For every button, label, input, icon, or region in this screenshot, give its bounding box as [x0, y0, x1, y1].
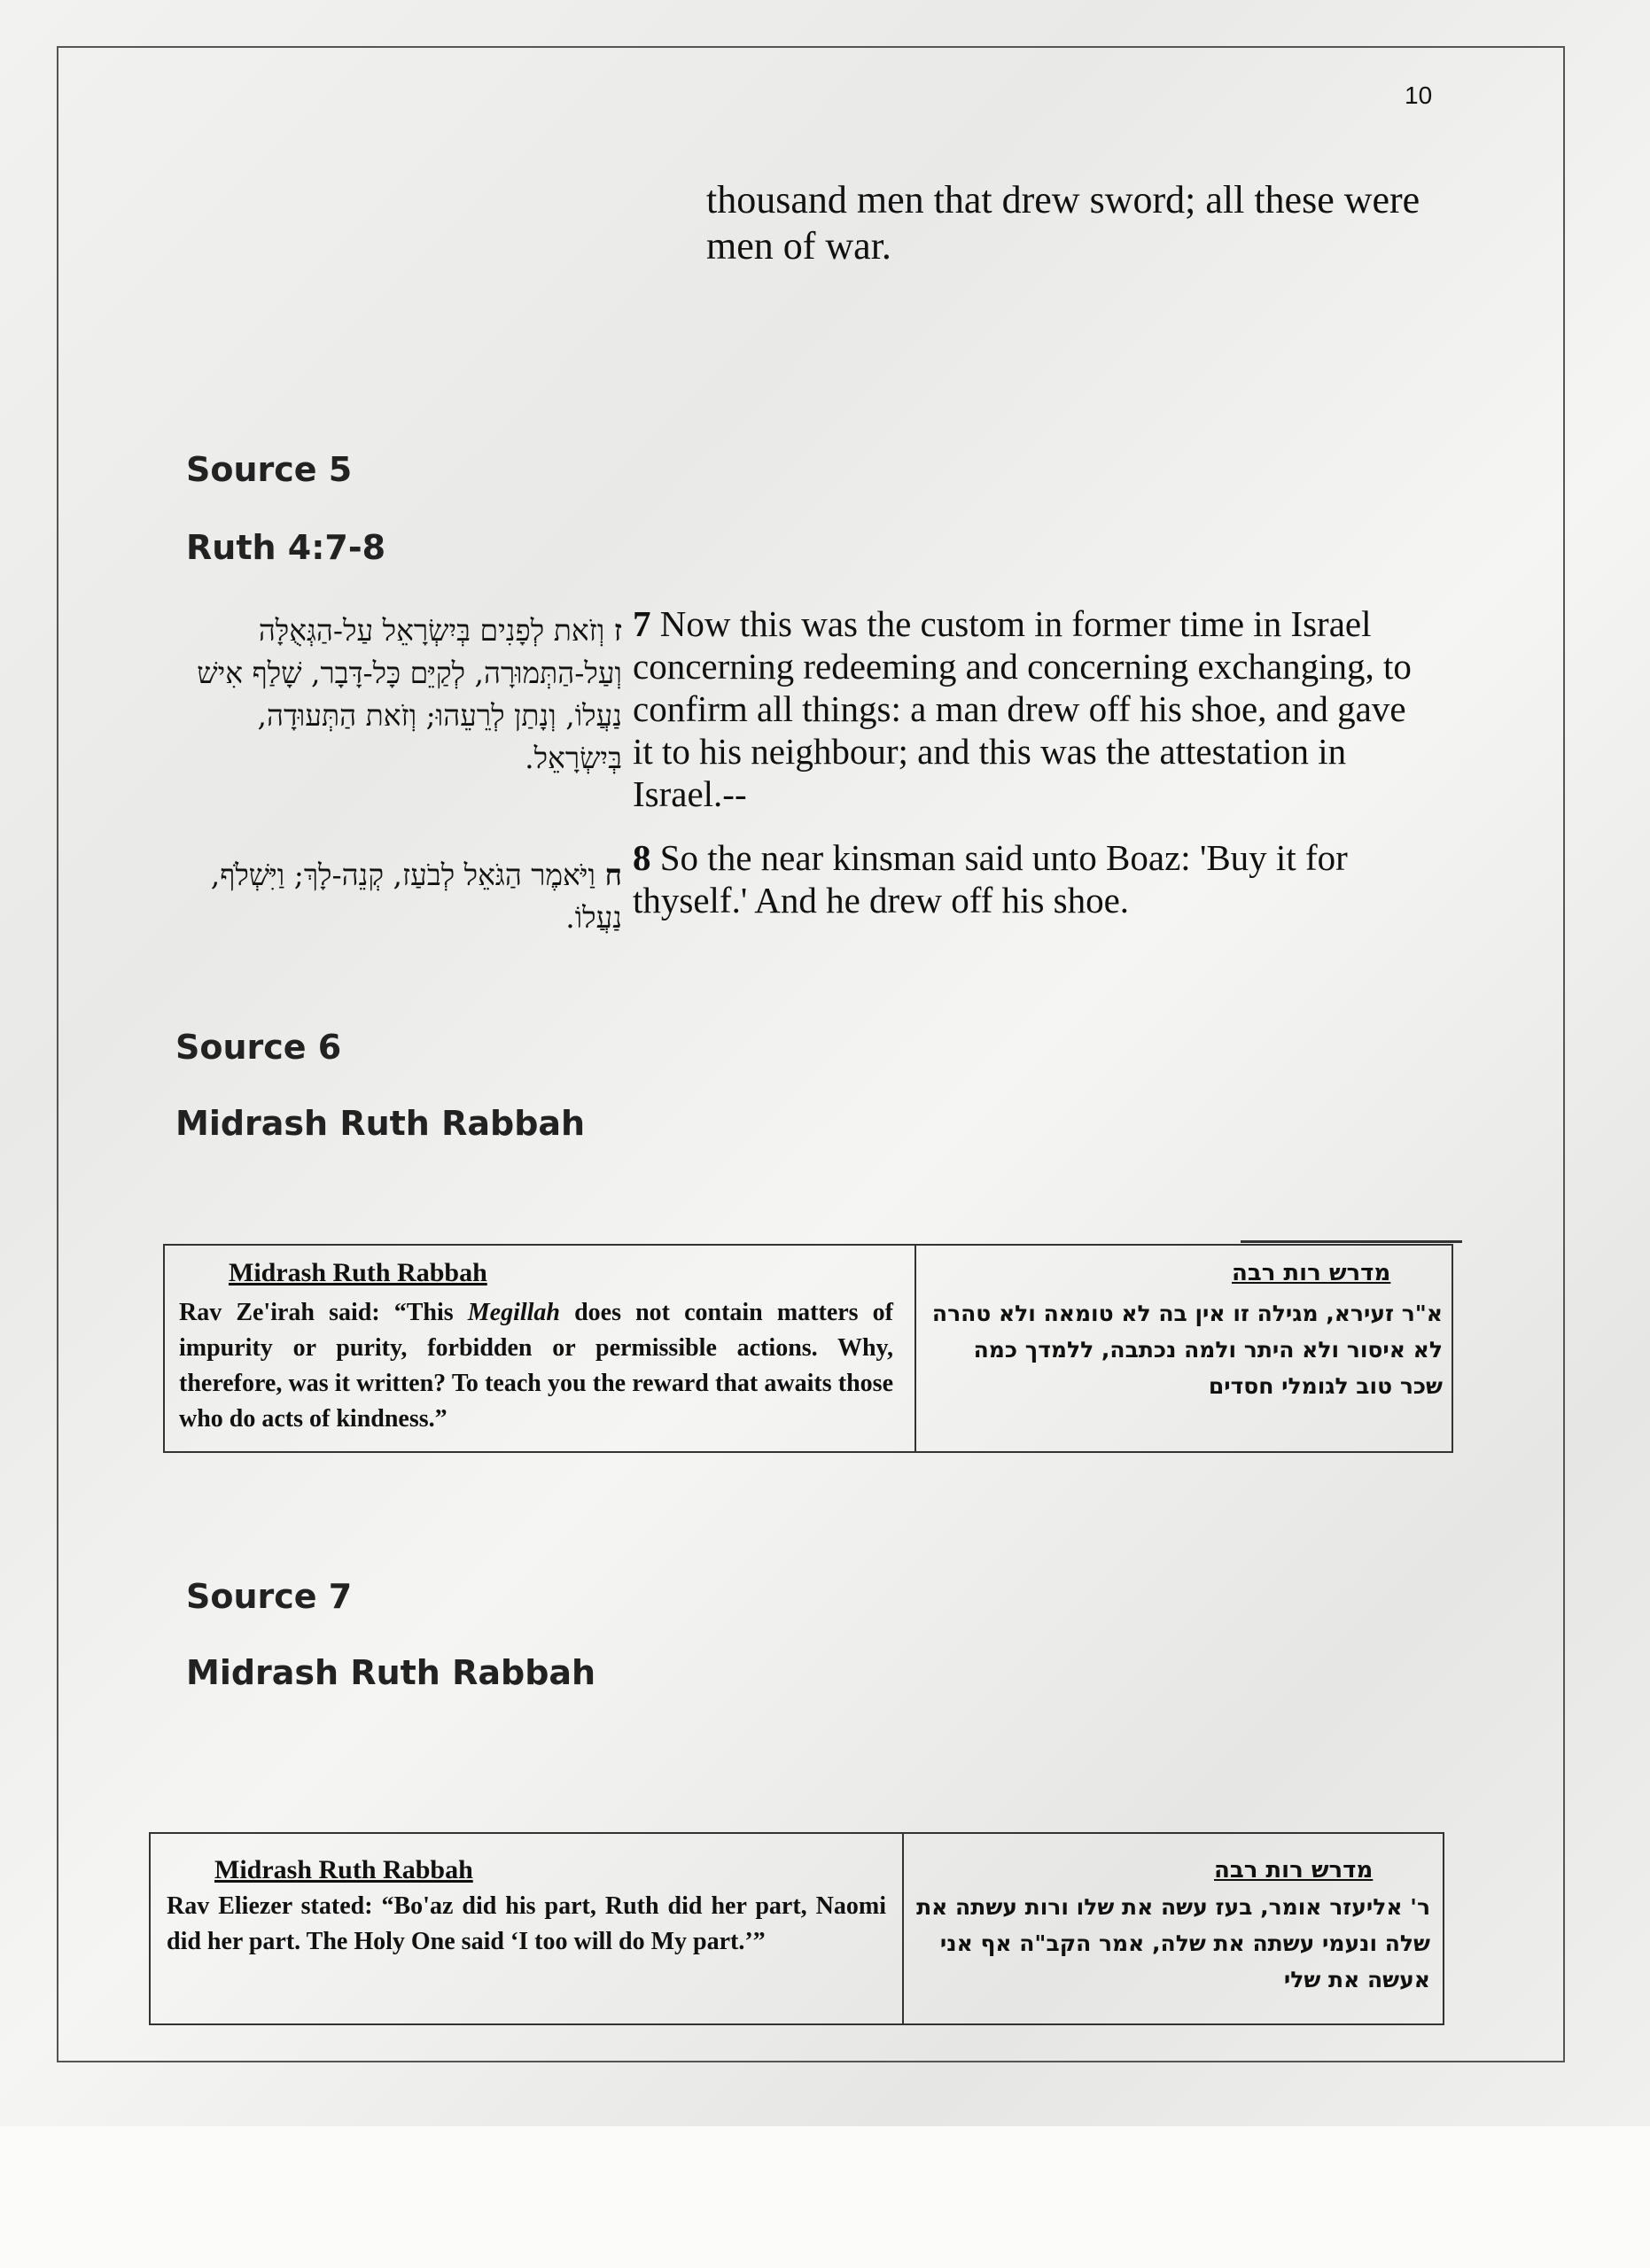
source6-english-title: Midrash Ruth Rabbah	[229, 1258, 487, 1287]
continuation-text: thousand men that drew sword; all these were men of war.	[706, 178, 1420, 268]
hebrew-verse-number: ז	[613, 613, 622, 648]
source7-english-title: Midrash Ruth Rabbah	[214, 1855, 473, 1884]
source7-hebrew-text: ר' אליעזר אומר, בעז עשה את שלו ורות עשתה את שלה ונעמי עשתה את שלה, אמר הקב"ה אף אני אעשה את שלי	[916, 1894, 1430, 1992]
english-verse-number: 7	[633, 603, 651, 644]
english-text-part: Rav Ze'irah said: “This	[179, 1299, 468, 1326]
source6-label: Source 6	[175, 1028, 342, 1067]
english-verse-text: So the near kinsman said unto Boaz: 'Buy it for thyself.' And he drew off his shoe.	[633, 837, 1348, 920]
source5-english-verse-8	[633, 836, 1430, 921]
source6-hebrew-title: מדרש רות רבה	[1232, 1260, 1391, 1286]
source7-box	[149, 1832, 1444, 2025]
box-top-rule	[1241, 1240, 1462, 1243]
source6-title: Midrash Ruth Rabbah	[175, 1104, 586, 1143]
hebrew-verse-text: וְזֹאת לְפָנִים בְּיִשְׂרָאֵל עַל-הַגְּאֻלָּה וְעַל-הַתְּמוּרָה, לְקַיֵּם כָּל-דָּבָר, שָׁלַף אִישׁ נַעֲלוֹ, וְנָתַן לְרֵעֵהוּ; וְזֹאת הַתְּעוּדָה, בְּיִשְׂרָאֵל.	[197, 613, 622, 775]
english-text-emphasis: Megillah	[467, 1299, 560, 1326]
source6-box	[163, 1244, 1453, 1453]
english-verse-text: Now this was the custom in former time in Israel concerning redeeming and concerning exchanging, to confirm all things: a man drew off his shoe, and gave it to his neighbour; and this was the attestation in Israel.--	[633, 603, 1412, 814]
source7-english-text: Rav Eliezer stated: “Bo'az did his part, Ruth did her part, Naomi did her part. The Holy One said ‘I too will do My part.’”	[167, 1892, 886, 1955]
scan-bottom-margin	[0, 2126, 1650, 2268]
column-divider	[902, 1834, 904, 2023]
english-verse-number: 8	[633, 837, 651, 878]
source5-hebrew-verse-7	[179, 610, 622, 780]
hebrew-verse-text: וַיֹּאמֶר הַגֹּאֵל לְבֹעַז, קְנֵה-לָךְ; וַיִּשְׁלֹף, נַעֲלוֹ.	[210, 858, 622, 935]
source7-hebrew-title: מדרש רות רבה	[1214, 1857, 1374, 1884]
source6-hebrew-text: א"ר זעירא, מגילה זו אין בה לא טומאה ולא טהרה לא איסור ולא היתר ולמה נכתבה, ללמדך כמה שכר טוב לגומלי חסדים	[931, 1301, 1443, 1399]
page-number: 10	[1405, 82, 1433, 109]
hebrew-verse-number: ח	[604, 858, 622, 892]
source5-english-verse-7	[633, 602, 1430, 815]
source5-reference: Ruth 4:7-8	[186, 528, 386, 567]
source6-english-text	[179, 1295, 893, 1437]
english-text-part: does not contain matters of impurity or purity, forbidden or permissible actions. Why, therefore, was it written? To teach you the reward that awaits those who do acts of kindness.”	[179, 1299, 893, 1433]
source7-label: Source 7	[186, 1577, 353, 1616]
source7-title: Midrash Ruth Rabbah	[186, 1653, 596, 1692]
column-divider	[915, 1246, 916, 1451]
source5-hebrew-verse-8	[179, 854, 622, 939]
source5-label: Source 5	[186, 450, 353, 489]
